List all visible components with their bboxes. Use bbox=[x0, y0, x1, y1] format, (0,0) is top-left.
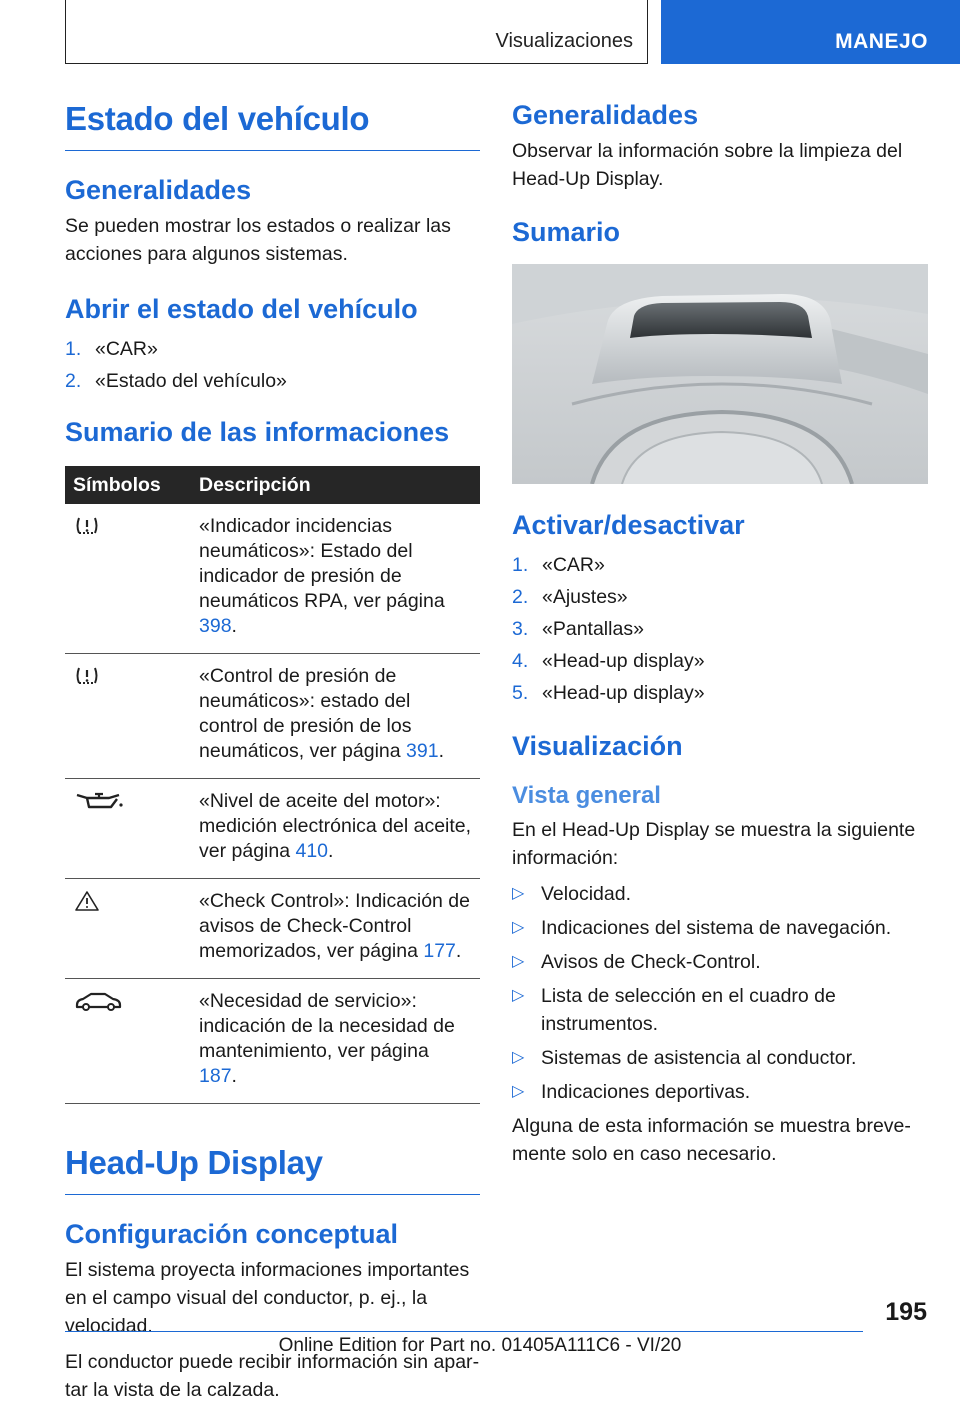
list-item: ▷ Indicaciones del sistema de navegación. bbox=[512, 914, 928, 942]
list-item: 5. «Head-up display» bbox=[512, 682, 705, 704]
bullet-triangle-icon: ▷ bbox=[512, 987, 525, 1004]
page-link[interactable]: 391 bbox=[406, 740, 439, 762]
bullet-triangle-icon: ▷ bbox=[512, 1049, 525, 1066]
car-service-icon bbox=[73, 989, 183, 1013]
concept-text-1: El sistema proyecta informaciones importantes en el campo visual del conductor, p. ej., la velocidad. bbox=[65, 1259, 470, 1337]
page-link[interactable]: 410 bbox=[295, 840, 329, 862]
general-text: Se pueden mostrar los estados o realizar las acciones para algunos sistemas. bbox=[65, 215, 451, 265]
table-row bbox=[65, 879, 480, 979]
heading-display: Visualización bbox=[512, 731, 683, 761]
list-item: 3. «Pantallas» bbox=[512, 618, 644, 640]
list-item: 1. «CAR» bbox=[512, 554, 605, 576]
bullet-triangle-icon: ▷ bbox=[512, 919, 525, 936]
title-vehicle-status: Estado del vehículo bbox=[65, 100, 480, 151]
list-item: 4. «Head-up display» bbox=[512, 650, 705, 672]
page-link[interactable]: 187 bbox=[199, 1065, 232, 1087]
page-number: 195 bbox=[885, 1298, 927, 1326]
tire-pressure-warning-icon bbox=[73, 514, 183, 538]
closing-text: Alguna de esta información se muestra brevemente solo en caso necesario. bbox=[512, 1115, 911, 1165]
heading-summary-info: Sumario de las informaciones bbox=[65, 417, 450, 447]
left-column bbox=[65, 100, 480, 1404]
heading-overview: Vista general bbox=[512, 782, 661, 809]
warning-triangle-icon bbox=[73, 889, 183, 913]
footer-divider bbox=[65, 1331, 863, 1332]
heading-concept: Configuración conceptual bbox=[65, 1219, 399, 1249]
header-chapter-label: MANEJO bbox=[835, 30, 928, 53]
header-section-label: Visualizaciones bbox=[495, 30, 633, 52]
hud-photo bbox=[512, 264, 928, 484]
row-description: «Indicador incidencias neumáticos»: Estado del indicador de presión de neumáticos RPA, ver página 398. bbox=[191, 504, 480, 654]
table-row bbox=[65, 504, 480, 654]
bullet-triangle-icon: ▷ bbox=[512, 953, 525, 970]
open-steps-list bbox=[65, 333, 480, 397]
col-symbols: Símbolos bbox=[65, 466, 191, 504]
row-description: «Check Control»: Indicación de avisos de Check-Control memorizados, ver página 177. bbox=[191, 879, 480, 979]
heading-general-hud: Generalidades bbox=[512, 100, 699, 130]
edition-text: Online Edition for Part no. 01405A111C6 - VI/20 bbox=[278, 1335, 682, 1356]
activate-steps-list bbox=[512, 549, 928, 709]
heading-open-status: Abrir el estado del vehículo bbox=[65, 294, 418, 324]
list-item: ▷ Indicaciones deportivas. bbox=[512, 1078, 928, 1106]
list-item: 2. «Ajustes» bbox=[512, 586, 628, 608]
overview-text: En el Head-Up Display se muestra la siguiente información: bbox=[512, 819, 916, 869]
col-description: Descripción bbox=[191, 466, 480, 504]
general-hud-text: Observar la información sobre la limpieza del Head-Up Display. bbox=[512, 140, 903, 190]
symbols-table bbox=[65, 466, 480, 1104]
row-description: «Nivel de aceite del motor»: medición electrónica del aceite, ver página 410. bbox=[191, 779, 480, 879]
table-row bbox=[65, 654, 480, 779]
header-chapter-tab bbox=[661, 0, 960, 64]
header-section-tab bbox=[65, 0, 648, 64]
row-description: «Necesidad de servicio»: indicación de la necesidad de mantenimiento, ver página 187. bbox=[191, 979, 480, 1104]
page-link[interactable]: 177 bbox=[423, 940, 456, 962]
list-item: 2. «Estado del vehículo» bbox=[65, 370, 287, 392]
hud-info-list bbox=[512, 880, 928, 1106]
table-row bbox=[65, 979, 480, 1104]
heading-activate: Activar/desactivar bbox=[512, 510, 745, 540]
table-row bbox=[65, 779, 480, 879]
list-item: ▷ Avisos de Check-Control. bbox=[512, 948, 928, 976]
list-item: ▷ Sistemas de asistencia al conductor. bbox=[512, 1044, 928, 1072]
bullet-triangle-icon: ▷ bbox=[512, 885, 525, 902]
list-item: ▷ Lista de selección en el cuadro de instrumentos. bbox=[512, 982, 928, 1038]
list-item: 1. «CAR» bbox=[65, 338, 158, 360]
table-header-row bbox=[65, 466, 480, 504]
concept-text-2: El conductor puede recibir información sin apartar la vista de la calzada. bbox=[65, 1351, 480, 1401]
list-item: ▷ Velocidad. bbox=[512, 880, 928, 908]
row-description: «Control de presión de neumáticos»: estado del control de presión de los neumáticos, ver página 391. bbox=[191, 654, 480, 779]
page-link[interactable]: 398 bbox=[199, 615, 232, 637]
oil-can-icon bbox=[73, 789, 183, 813]
tire-pressure-control-icon bbox=[73, 664, 183, 688]
bullet-triangle-icon: ▷ bbox=[512, 1083, 525, 1100]
heading-summary: Sumario bbox=[512, 217, 621, 247]
title-head-up-display: Head-Up Display bbox=[65, 1144, 480, 1195]
heading-general: Generalidades bbox=[65, 175, 252, 205]
right-column bbox=[512, 100, 928, 1168]
